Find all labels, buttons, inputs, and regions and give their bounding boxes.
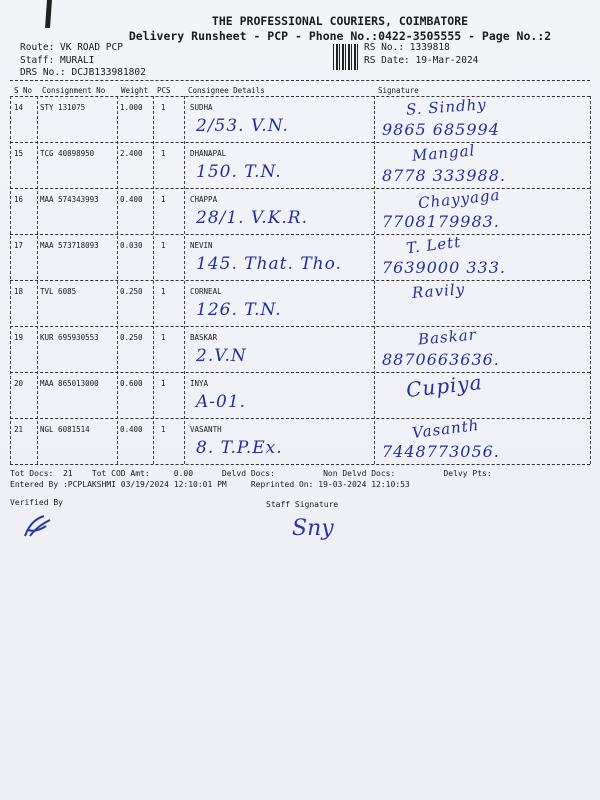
row-handwritten-address: 145. That. Tho.: [196, 254, 342, 274]
row-divider: [10, 142, 590, 143]
staff-text: Staff: MURALI: [20, 54, 95, 66]
row-divider: [10, 326, 590, 327]
row-handwritten-address: A-01.: [196, 392, 247, 412]
barcode-icon: [333, 44, 359, 70]
row-weight: 1.000: [120, 103, 143, 112]
pen-mark: [45, 0, 52, 28]
row-weight: 0.250: [120, 333, 143, 342]
row-weight: 0.600: [120, 379, 143, 388]
row-signature: Mangal: [411, 141, 476, 165]
row-handwritten-phone: 8778 333988.: [382, 166, 506, 185]
row-weight: 2.400: [120, 149, 143, 158]
row-consignment-no: TCG 40898950: [40, 149, 95, 158]
staff-signature: Sny: [292, 516, 334, 541]
row-handwritten-phone: 8870663636.: [382, 350, 500, 369]
col-weight: Weight: [121, 86, 149, 95]
row-consignee-name: NEVIN: [190, 241, 213, 250]
row-consignment-no: TVL 6085: [40, 287, 77, 296]
row-consignment-no: MAA 573718093: [40, 241, 99, 250]
row-consignment-no: NGL 6081514: [40, 425, 90, 434]
row-signature: S. Sindhy: [405, 95, 488, 119]
row-weight: 0.030: [120, 241, 143, 250]
row-sno: 17: [14, 241, 24, 250]
col-signature: Signature: [378, 86, 419, 95]
col-consignment: Consignment No: [42, 86, 106, 95]
row-divider: [10, 188, 590, 189]
row-signature: Chayyaga: [417, 185, 502, 213]
row-divider: [10, 280, 590, 281]
row-handwritten-address: 126. T.N.: [196, 300, 282, 320]
row-signature: T. Lett: [405, 232, 463, 258]
row-sno: 18: [14, 287, 24, 296]
divider: [10, 80, 590, 81]
header-right: [364, 42, 478, 67]
row-sno: 19: [14, 333, 24, 342]
column-rule: [590, 96, 591, 464]
row-consignment-no: STY 131075: [40, 103, 86, 112]
col-consignee: Consignee Details: [188, 86, 265, 95]
row-pcs: 1: [161, 195, 166, 204]
row-pcs: 1: [161, 241, 166, 250]
totals-line: Tot Docs: 21 Tot COD Amt: 0.00 Delvd Docs: Non Delvd Docs: Delvy Pts:: [10, 469, 492, 478]
divider: [10, 96, 590, 97]
row-sno: 14: [14, 103, 24, 112]
row-pcs: 1: [161, 287, 166, 296]
row-sno: 15: [14, 149, 24, 158]
route-text: Route: VK ROAD PCP: [20, 42, 123, 53]
row-handwritten-phone: 7708179983.: [382, 212, 500, 231]
rs-date-text: RS Date: 19-Mar-2024: [364, 54, 479, 66]
row-consignee-name: CHAPPA: [190, 195, 218, 204]
row-weight: 0.250: [120, 287, 143, 296]
row-pcs: 1: [161, 333, 166, 342]
row-divider: [10, 418, 590, 419]
runsheet-subtitle: Delivery Runsheet - PCP - Phone No.:0422-3505555 - Page No.:2: [128, 29, 552, 43]
row-sno: 20: [14, 379, 24, 388]
row-divider: [10, 234, 590, 235]
row-consignee-name: SUDHA: [190, 103, 213, 112]
row-consignee-name: BASKAR: [190, 333, 218, 342]
row-signature: Ravily: [411, 280, 466, 302]
verified-label: Verified By: [10, 498, 63, 507]
row-consignee-name: CORNEAL: [190, 287, 222, 296]
entered-line: Entered By :PCPLAKSHMI 03/19/2024 12:10:01 PM Reprinted On: 19-03-2024 12:10:53: [10, 480, 410, 489]
row-consignment-no: KUR 695930553: [40, 333, 99, 342]
company-title: THE PROFESSIONAL COURIERS, COIMBATORE: [211, 14, 469, 28]
row-consignee-name: INYA: [190, 379, 209, 388]
col-sno: S No: [14, 86, 33, 95]
header-left: [20, 42, 146, 80]
row-pcs: 1: [161, 425, 166, 434]
row-weight: 0.400: [120, 425, 143, 434]
row-consignee-name: DHANAPAL: [190, 149, 227, 158]
verified-signature-icon: [22, 512, 56, 540]
rs-no-text: RS No.: 1339818: [364, 42, 450, 53]
row-sno: 21: [14, 425, 24, 434]
row-signature: Baskar: [417, 325, 478, 349]
row-pcs: 1: [161, 379, 166, 388]
row-sno: 16: [14, 195, 24, 204]
row-consignment-no: MAA 574343993: [40, 195, 99, 204]
row-handwritten-phone: 9865 685994: [382, 120, 500, 139]
row-handwritten-address: 2.V.N: [196, 346, 247, 366]
staff-signature-label: Staff Signature: [266, 500, 339, 509]
row-handwritten-address: 150. T.N.: [196, 162, 282, 182]
row-handwritten-phone: 7448773056.: [382, 442, 500, 461]
row-handwritten-address: 2/53. V.N.: [196, 116, 289, 136]
row-signature: Vasanth: [411, 415, 481, 443]
row-handwritten-phone: 7639000 333.: [382, 258, 506, 277]
drs-text: DRS No.: DCJB133981802: [20, 67, 146, 78]
row-weight: 0.400: [120, 195, 143, 204]
row-consignment-no: MAA 865013000: [40, 379, 99, 388]
row-divider: [10, 464, 590, 465]
row-consignee-name: VASANTH: [190, 425, 222, 434]
row-signature: Cupiya: [404, 370, 484, 402]
row-pcs: 1: [161, 149, 166, 158]
row-divider: [10, 372, 590, 373]
row-pcs: 1: [161, 103, 166, 112]
row-handwritten-address: 28/1. V.K.R.: [196, 208, 308, 228]
col-pcs: PCS: [157, 86, 171, 95]
row-handwritten-address: 8. T.P.Ex.: [196, 438, 283, 458]
